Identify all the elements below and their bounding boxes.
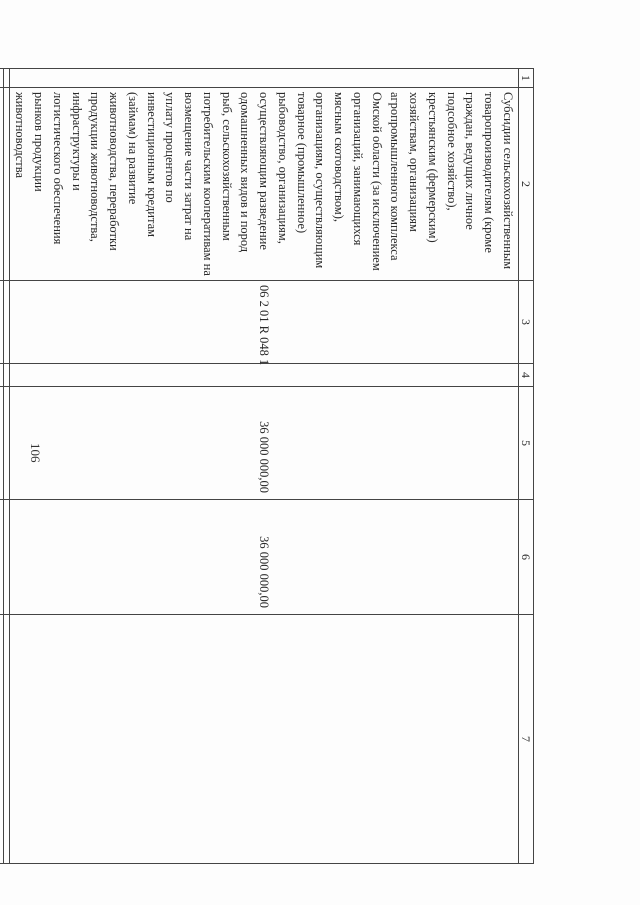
row-value-5: 36 000 000,00 [9, 387, 518, 500]
header-col-5: 5 [519, 387, 534, 500]
row-value-7 [9, 615, 518, 864]
table-row [9, 69, 518, 864]
table-row [0, 69, 3, 864]
row-type [0, 364, 3, 387]
row-name [0, 88, 3, 281]
row-value-6 [0, 500, 3, 615]
header-col-7: 7 [519, 615, 534, 864]
row-code [0, 281, 3, 364]
row-name: Субсидии сельскохозяйственным товаропроизводителям (кроме граждан, ведущих личное подсобное хозяйство), крестьянским (фермерским) хозяйствам, организациям агропромышленного комплекса Омской области (за исключением организаций, занимающихся мясным скотоводством), организациям, осуществляющим товарное (промышленное) рыбоводство, организациям, осуществляющим разведение одомашненных видов и пород рыб, сельскохозяйственным потребительским кооперативам на возмещение части затрат на уплату процентов по инвестиционным кредитам (займам) на развитие животноводства, переработки продукции животноводства, инфраструктуры и логистического обеспечения рынков продукции животноводства [9, 88, 518, 281]
header-col-6: 6 [519, 500, 534, 615]
table-spacer-row [3, 69, 9, 864]
row-value-7 [0, 615, 3, 864]
page-number: 106 [28, 443, 43, 463]
header-col-4: 4 [519, 364, 534, 387]
header-col-2: 2 [519, 88, 534, 281]
row-cell-1 [9, 69, 518, 88]
row-value-6: 36 000 000,00 [9, 500, 518, 615]
row-value-5 [0, 387, 3, 500]
header-col-1: 1 [519, 69, 534, 88]
row-type [9, 364, 518, 387]
header-col-3: 3 [519, 281, 534, 364]
budget-table [0, 68, 534, 864]
row-code: 06 2 01 R 048 1 [9, 281, 518, 364]
table-header-row [519, 69, 534, 864]
row-cell-1 [0, 69, 3, 88]
